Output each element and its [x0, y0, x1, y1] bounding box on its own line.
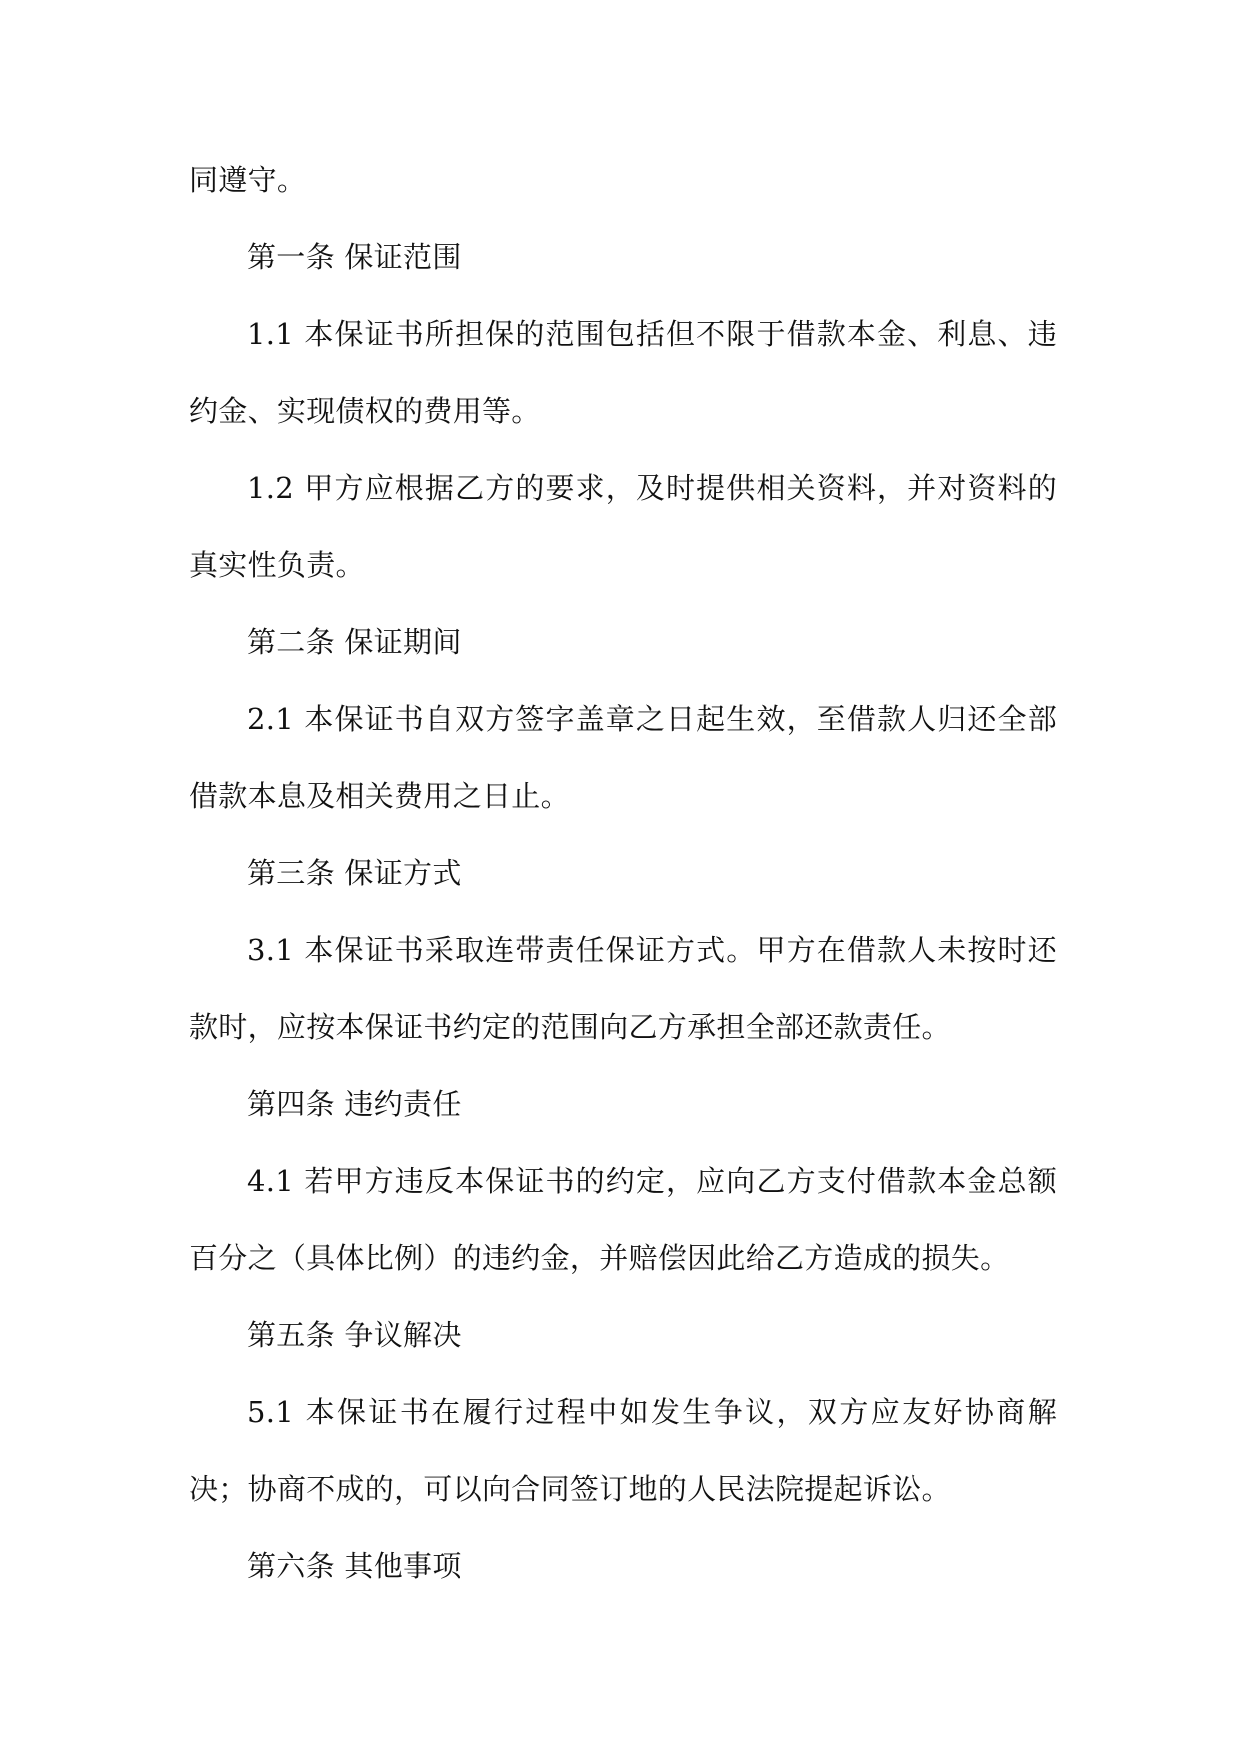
- clause-3-1-paragraph: 3.1 本保证书采取连带责任保证方式。甲方在借款人未按时还款时，应按本保证书约定的范围向乙方承担全部还款责任。: [189, 933, 1057, 1044]
- article-2-heading: 第二条 保证期间: [247, 625, 462, 659]
- article-1-heading: 第一条 保证范围: [247, 240, 462, 274]
- clause-5-1-paragraph: 5.1 本保证书在履行过程中如发生争议，双方应友好协商解决；协商不成的，可以向合同签订地的人民法院提起诉讼。: [189, 1395, 1057, 1506]
- article-5-heading: 第五条 争议解决: [247, 1318, 462, 1352]
- continuation-text: 同遵守。: [189, 163, 307, 197]
- clause-1-2-paragraph: 1.2 甲方应根据乙方的要求，及时提供相关资料，并对资料的真实性负责。: [189, 471, 1057, 582]
- document-body: [189, 142, 1057, 1605]
- clause-2-1-paragraph: 2.1 本保证书自双方签字盖章之日起生效，至借款人归还全部借款本息及相关费用之日止。: [189, 702, 1057, 813]
- clause-1-1-paragraph: 1.1 本保证书所担保的范围包括但不限于借款本金、利息、违约金、实现债权的费用等。: [189, 317, 1057, 428]
- clause-4-1-paragraph: 4.1 若甲方违反本保证书的约定，应向乙方支付借款本金总额百分之（具体比例）的违约金，并赔偿因此给乙方造成的损失。: [189, 1164, 1057, 1275]
- article-3-heading: 第三条 保证方式: [247, 856, 462, 890]
- article-4-heading: 第四条 违约责任: [247, 1087, 462, 1121]
- article-6-heading: 第六条 其他事项: [247, 1549, 462, 1583]
